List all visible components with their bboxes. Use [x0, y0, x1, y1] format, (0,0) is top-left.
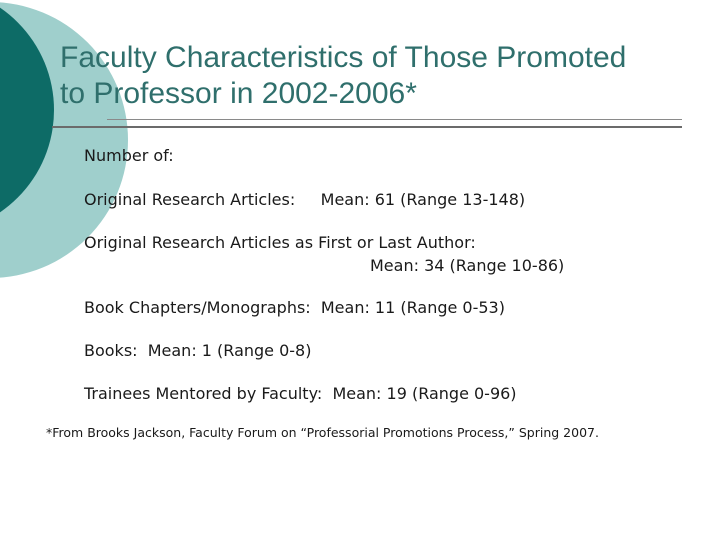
section-heading: Number of: — [84, 146, 174, 165]
stat-first-last-author-value: Mean: 34 (Range 10-86) — [370, 256, 565, 275]
slide-title-line-1: Faculty Characteristics of Those Promoted — [60, 41, 627, 74]
slide-title-line-2: to Professor in 2002-2006* — [60, 77, 417, 110]
stat-first-last-author-label: Original Research Articles as First or Last Author: — [84, 233, 476, 252]
title-underline-thin — [107, 119, 682, 120]
title-underline-thick — [52, 126, 682, 128]
title-underline — [52, 119, 682, 130]
stat-book-chapters: Book Chapters/Monographs: Mean: 11 (Range 0-53) — [84, 298, 505, 317]
footnote: *From Brooks Jackson, Faculty Forum on “Professorial Promotions Process,” Spring 2007. — [46, 425, 599, 440]
stat-trainees: Trainees Mentored by Faculty: Mean: 19 (Range 0-96) — [84, 384, 517, 403]
stat-books: Books: Mean: 1 (Range 0-8) — [84, 341, 312, 360]
stat-research-articles: Original Research Articles: Mean: 61 (Range 13-148) — [84, 190, 526, 209]
slide-title — [60, 40, 700, 112]
